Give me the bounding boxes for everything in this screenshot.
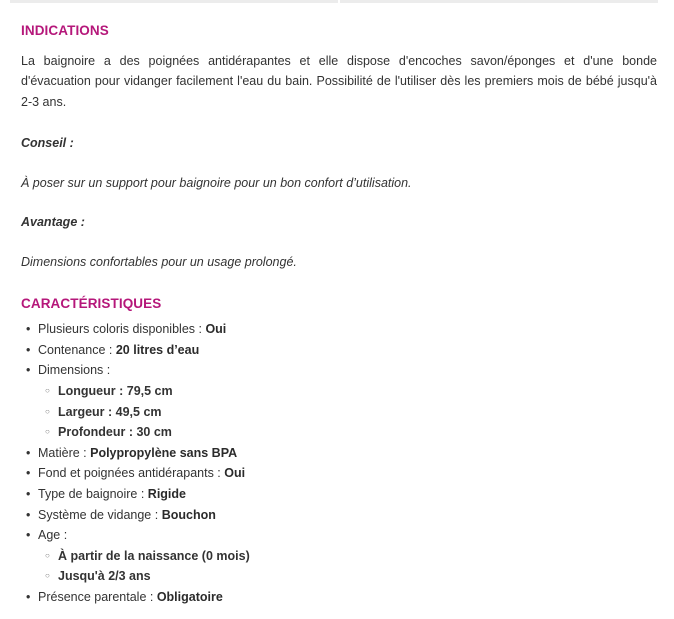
caracteristiques-heading: CARACTÉRISTIQUES	[21, 296, 162, 312]
item-label: Fond et poignées antidérapants :	[38, 466, 225, 481]
item-label: Matière :	[38, 445, 91, 460]
list-item	[21, 525, 657, 587]
list-item	[21, 505, 657, 526]
sub-list-item: ○ Longueur : 79,5 cm	[38, 381, 657, 402]
list-item	[21, 340, 657, 361]
list-item	[21, 360, 657, 442]
item-label: Type de baignoire :	[38, 486, 148, 501]
item-value: Oui	[224, 466, 246, 481]
list-item	[21, 484, 657, 505]
avantage-label: Avantage :	[21, 215, 85, 230]
product-description	[21, 22, 657, 608]
item-label: Système de vidange :	[38, 507, 162, 522]
list-item	[21, 463, 657, 484]
top-divider	[10, 0, 658, 3]
indications-heading: INDICATIONS	[21, 23, 109, 38]
list-item	[21, 319, 657, 340]
item-label: Contenance :	[38, 342, 116, 357]
caracteristiques-list	[21, 319, 657, 607]
list-item	[21, 443, 657, 464]
item-value: Bouchon	[161, 507, 216, 522]
list-item	[21, 587, 657, 608]
conseil-label: Conseil :	[21, 136, 74, 151]
avantage-text: Dimensions confortables pour un usage prolongé.	[21, 255, 297, 270]
item-value: 20 litres d’eau	[115, 342, 200, 357]
age-sublist	[38, 546, 657, 587]
indications-text: La baignoire a des poignées antidérapantes et elle dispose d'encoches savon/éponges et d'une bonde d'évacuation pour vidanger facilement l'eau du bain. Possibilité de l'utiliser dès les premiers mois de bébé jusqu'à 2-3 ans.	[21, 54, 657, 109]
conseil-text: À poser sur un support pour baignoire pour un bon confort d’utilisation.	[21, 176, 412, 191]
top-divider-split	[338, 0, 340, 3]
item-label: Présence parentale :	[38, 589, 157, 604]
dimensions-sublist	[38, 381, 657, 443]
item-value: Oui	[205, 322, 227, 337]
item-value: Rigide	[147, 486, 186, 501]
sub-list-item: ○ Profondeur : 30 cm	[38, 422, 657, 443]
sub-list-item: ○ Jusqu'à 2/3 ans	[38, 566, 657, 587]
sub-list-item: ○ À partir de la naissance (0 mois)	[38, 546, 657, 567]
item-value: Polypropylène sans BPA	[90, 445, 238, 460]
item-label: Age :	[38, 528, 68, 543]
sub-list-item: ○ Largeur : 49,5 cm	[38, 402, 657, 423]
item-value: Obligatoire	[156, 589, 223, 604]
item-label: Plusieurs coloris disponibles :	[38, 322, 206, 337]
item-label: Dimensions :	[38, 363, 111, 378]
